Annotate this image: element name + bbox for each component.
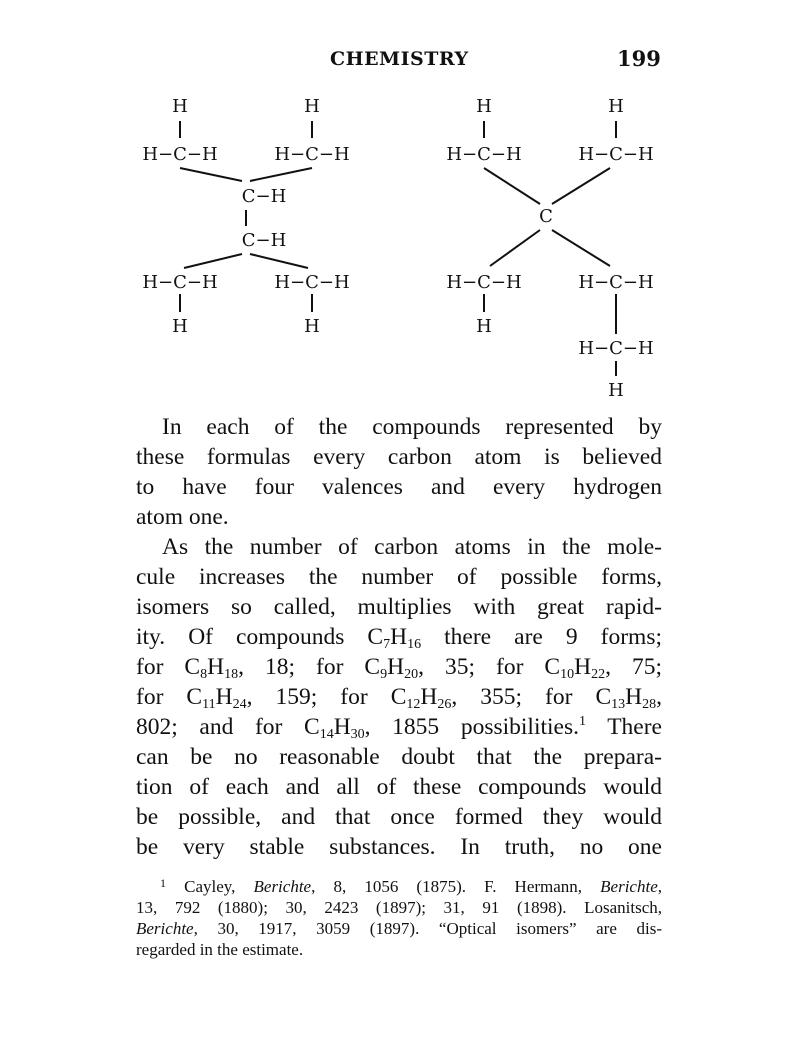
- bond: [250, 168, 312, 181]
- atom-label: H−C−H: [446, 144, 522, 165]
- footnote-line: 13, 792 (1880); 30, 2423 (1897); 31, 91 (1898). Losanitsch,: [136, 898, 662, 917]
- text-line: cule increases the number of possible forms,: [136, 564, 662, 590]
- atom-label: H: [304, 316, 320, 337]
- text-line: can be no reasonable doubt that the prepara-: [136, 744, 662, 770]
- footnote-line: $^1$ Cayley, Berichte, 8, 1056 (1875). F. Hermann, Berichte,: [160, 876, 662, 896]
- bond: [250, 254, 308, 268]
- text-line: atom one.: [136, 504, 229, 530]
- running-title: CHEMISTRY: [330, 48, 469, 70]
- paragraph-1: [136, 412, 662, 532]
- bond: [490, 230, 540, 266]
- paragraph-2: [136, 532, 662, 862]
- text-line: tion of each and all of these compounds would: [136, 774, 662, 800]
- left-structure: [142, 96, 349, 337]
- atom-label: C−H: [241, 186, 287, 207]
- atom-label: H−C−H: [274, 272, 350, 293]
- atom-label: H−C−H: [142, 272, 218, 293]
- bond: [180, 168, 242, 181]
- bond: [484, 168, 540, 204]
- atom-label: H−C−H: [578, 144, 654, 165]
- text-line: ity. Of compounds $C_7H_{16}$ there are 9 forms;: [136, 624, 663, 652]
- body-text: [136, 412, 662, 862]
- text-line: be very stable substances. In truth, no one: [136, 834, 662, 860]
- footnote-marker: 1: [160, 876, 166, 890]
- atom-label: H: [608, 96, 624, 117]
- footnote: [136, 876, 662, 960]
- atom-label: C−H: [241, 230, 287, 251]
- text-line: be possible, and that once formed they would: [136, 804, 662, 830]
- text-line: As the number of carbon atoms in the mole-: [162, 534, 662, 560]
- text-line: 802; and for $C_{14}H_{30}$, 1855 possibilities.$^1$ There: [136, 714, 662, 742]
- text-line: to have four valences and every hydrogen: [136, 474, 662, 500]
- atom-label: H: [476, 316, 492, 337]
- atom-label: H: [172, 96, 188, 117]
- text-line: isomers so called, multiplies with great rapid-: [136, 594, 662, 620]
- footnote-reference: 1: [578, 714, 586, 729]
- structural-formulas-figure: [0, 0, 800, 410]
- page-number: 199: [617, 46, 661, 71]
- footnote-line: regarded in the estimate.: [136, 940, 304, 959]
- text-line: In each of the compounds represented by: [162, 414, 662, 440]
- structural-formulas-svg: [0, 0, 800, 410]
- atom-label: H−C−H: [142, 144, 218, 165]
- atom-label: H: [476, 96, 492, 117]
- atom-label: H: [608, 380, 624, 401]
- bond: [184, 254, 242, 268]
- text-line: for $C_{11}H_{24}$, 159; for $C_{12}H_{26}$, 355; for $C_{13}H_{28}$,: [136, 684, 663, 712]
- footnote-line: Berichte, 30, 1917, 3059 (1897). “Optical isomers” are dis-: [136, 919, 662, 938]
- bond: [552, 168, 610, 204]
- atom-label: H−C−H: [446, 272, 522, 293]
- right-structure: [446, 96, 653, 401]
- bond: [552, 230, 610, 266]
- atom-label: H−C−H: [578, 272, 654, 293]
- atom-label: H−C−H: [274, 144, 350, 165]
- text-line: for $C_8H_{18}$, 18; for $C_9H_{20}$, 35; for $C_{10}H_{22}$, 75;: [136, 654, 662, 682]
- text-line: these formulas every carbon atom is believed: [136, 444, 662, 470]
- atom-label: H: [172, 316, 188, 337]
- atom-label: C: [539, 206, 553, 227]
- atom-label: H−C−H: [578, 338, 654, 359]
- atom-label: H: [304, 96, 320, 117]
